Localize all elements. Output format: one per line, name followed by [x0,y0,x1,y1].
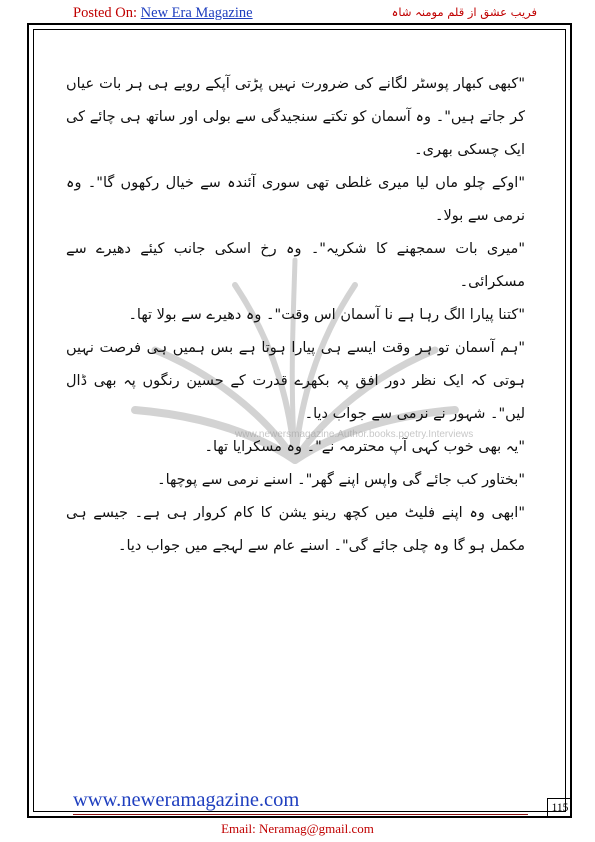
paragraph: "بختاور کب جائے گی واپس اپنے گھر"۔ اسنے نرمی سے پوچھا۔ [157,472,525,488]
watermark-text: www.newersmagazine.Author.books.poetry.Interviews [235,429,474,440]
paragraph: "کبھی کبھار پوسٹر لگانے کی ضرورت نہیں پڑتی آپکے رویے ہی ہر بات عیاں کر جاتے ہیں"۔ وہ آسمان کو تکتے سنجیدگی سے بولی اور ساتھ ہی چائے کی ایک چسکی بھری۔ [66,76,525,158]
website-url[interactable]: www.neweramagazine.com [73,789,300,811]
footer-rule [73,814,528,815]
novel-text [66,68,525,563]
posted-on-label: Posted On: [73,5,138,21]
novel-credit: فریب عشق از قلم مومنہ شاہ [391,5,537,19]
paragraph: "اوکے چلو ماں لیا میری غلطی تھی سوری آئندہ سے خیال رکھوں گا"۔ وہ نرمی سے بولا۔ [66,175,525,224]
posted-on-header [73,5,253,22]
paragraph: "یہ بھی خوب کہی آپ محترمہ نے"۔ وہ مسکرایا تھا۔ [204,439,525,455]
paragraph: "میری بات سمجھنے کا شکریہ"۔ وہ رخ اسکی جانب کیئے دھیرے سے مسکرائی۔ [66,241,525,290]
paragraph: "ابھی وہ اپنے فلیٹ میں کچھ رینو یشن کا کام کروار ہی ہے۔ جیسے ہی مکمل ہو گا وہ چلی جائے گی"۔ اسنے عام سے لہجے میں جواب دیا۔ [66,505,525,554]
page-number: 115 [547,798,572,818]
paragraph: "کتنا پیارا الگ رہا ہے نا آسمان اس وقت"۔ وہ دھیرے سے بولا تھا۔ [128,307,525,323]
magazine-link[interactable]: New Era Magazine [140,5,253,21]
paragraph: "ہم آسمان تو ہر وقت ایسے ہی پیارا ہوتا ہے بس ہمیں ہی فرصت نہیں ہوتی کہ ایک نظر دور افق پہ بکھرے قدرت کے حسین رنگوں پہ بھی ڈال لیں"۔ شہور نے نرمی سے جواب دیا۔ [66,340,525,422]
contact-email[interactable]: Email: Neramag@gmail.com [221,821,374,836]
